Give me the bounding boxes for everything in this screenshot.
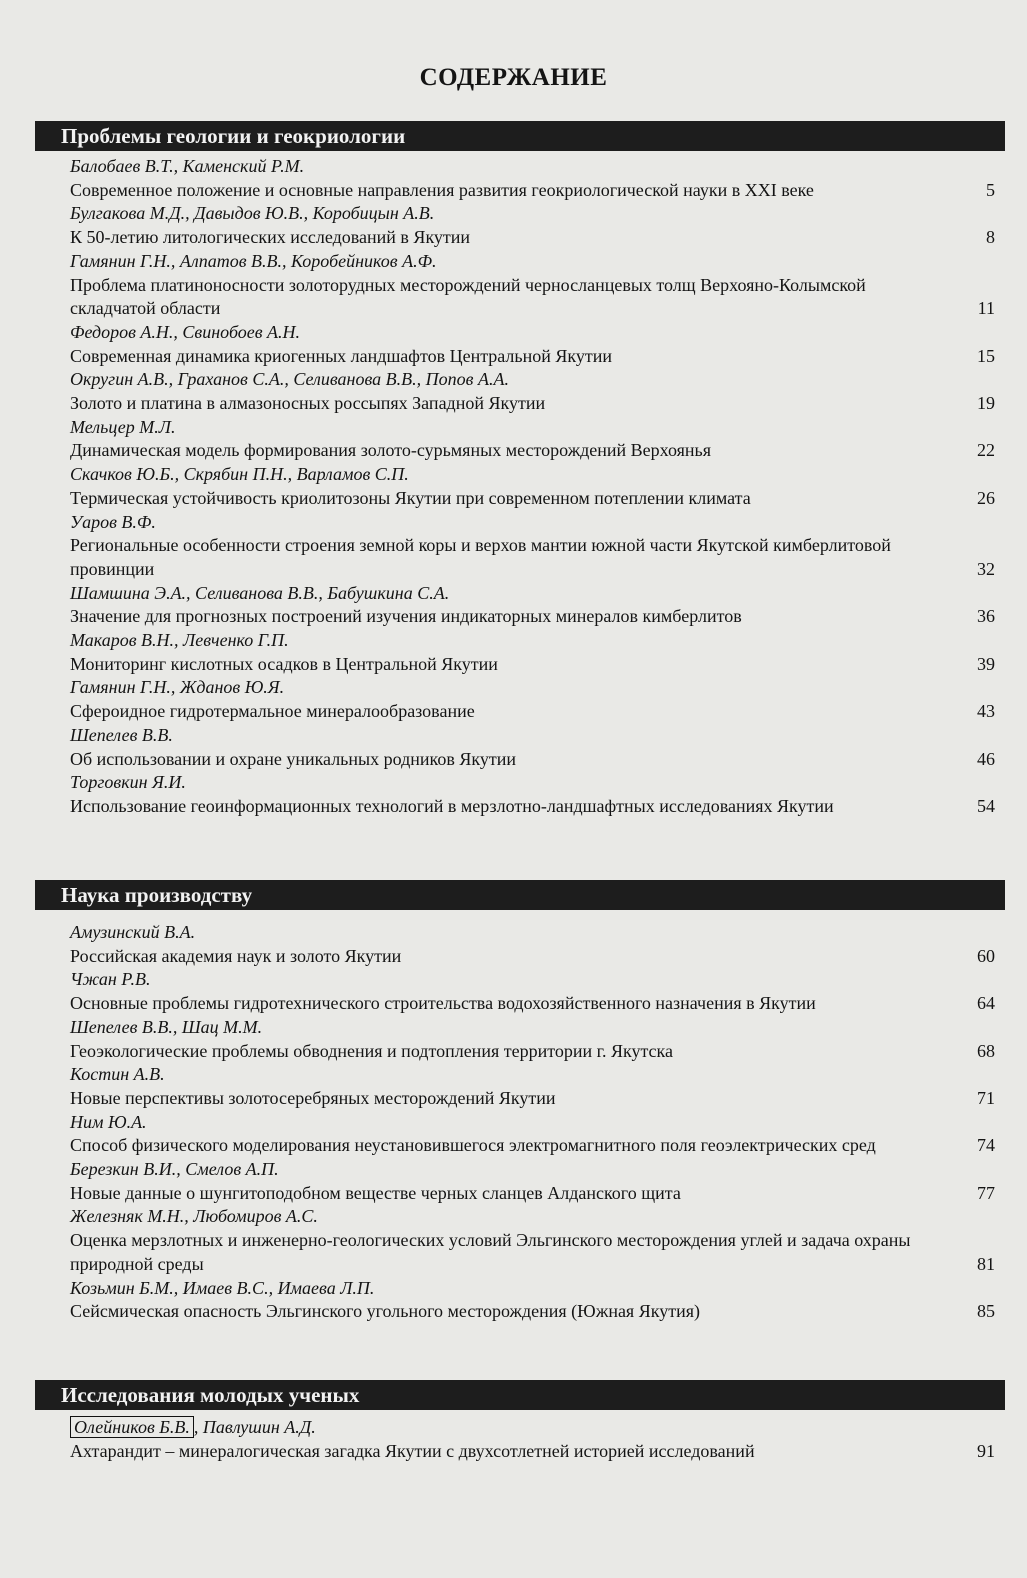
entry-title: Новые данные о шунгитоподобном веществе черных сланцев Алданского щита (70, 1182, 681, 1203)
entry-title: Новые перспективы золотосеребряных месторождений Якутии (70, 1087, 556, 1108)
entry-page: 91 (977, 1440, 995, 1461)
entry-authors: Ним Ю.А. (70, 1111, 147, 1132)
toc-entry (70, 463, 995, 510)
entry-authors: Федоров А.Н., Свинобоев А.Н. (70, 321, 301, 342)
toc-entry (70, 968, 995, 1015)
entry-page: 64 (977, 993, 995, 1014)
entry-page: 19 (977, 393, 995, 414)
entry-title: Сфероидное гидротермальное минералообразование (70, 701, 475, 722)
toc-entry (70, 511, 995, 582)
entry-title: Региональные особенности строения земной коры и верхов мантии южной части Якутской кимберлитовой провинции (70, 535, 891, 579)
toc-entry (70, 416, 995, 463)
entry-authors: Округин А.В., Граханов С.А., Селиванова В.В., Попов А.А. (70, 369, 509, 390)
boxed-author: Олейников Б.В. (70, 1416, 194, 1438)
entry-page: 68 (977, 1040, 995, 1061)
entry-page: 71 (977, 1087, 995, 1108)
entry-page: 32 (977, 558, 995, 579)
toc-entry (70, 1416, 995, 1463)
entry-page: 39 (977, 653, 995, 674)
entry-page: 15 (977, 345, 995, 366)
entry-authors: Мельцер М.Л. (70, 416, 176, 437)
toc-entry (70, 921, 995, 968)
entry-title: Сейсмическая опасность Эльгинского угольного месторождения (Южная Якутия) (70, 1301, 700, 1322)
entry-authors: Костин А.В. (70, 1064, 165, 1085)
toc-entry (70, 1016, 995, 1063)
entry-title: Об использовании и охране уникальных родников Якутии (70, 748, 516, 769)
entry-authors: Шамшина Э.А., Селиванова В.В., Бабушкина С.А. (70, 582, 450, 603)
entry-list (70, 155, 995, 819)
entry-authors: Шепелев В.В., Шац М.М. (70, 1016, 263, 1037)
entry-authors: Булгакова М.Д., Давыдов Ю.В., Коробицын А.В. (70, 203, 435, 224)
entry-title: Проблема платиноносности золоторудных месторождений черносланцевых толщ Верхояно-Колымской складчатой области (70, 274, 866, 319)
entry-page: 22 (977, 440, 995, 461)
entry-title: К 50-летию литологических исследований в Якутии (70, 227, 471, 248)
entry-title: Динамическая модель формирования золото-сурьмяных месторождений Верхоянья (70, 440, 712, 461)
entry-authors: Железняк М.Н., Любомиров А.С. (70, 1206, 318, 1227)
entry-page: 81 (977, 1253, 995, 1274)
entry-title: Термическая устойчивость криолитозоны Якутии при современном потеплении климата (70, 487, 751, 508)
toc-entry (70, 1277, 995, 1324)
entry-title: Оценка мерзлотных и инженерно-геологических условий Эльгинского месторождения углей и задача охраны природной среды (70, 1230, 911, 1274)
entry-authors: Амузинский В.А. (70, 922, 196, 942)
entry-page: 8 (986, 227, 995, 248)
entry-list (70, 921, 995, 1324)
toc-entry (70, 1205, 995, 1276)
toc-entry (70, 676, 995, 723)
page-title: СОДЕРЖАНИЕ (419, 64, 608, 91)
toc-entry (70, 771, 995, 818)
toc-entry (70, 582, 995, 629)
entry-page: 26 (977, 487, 995, 508)
toc-entry (70, 724, 995, 771)
toc-entry (70, 155, 995, 202)
entry-title: Геоэкологические проблемы обводнения и подтопления территории г. Якутска (70, 1040, 673, 1061)
entry-title: Способ физического моделирования неустановившегося электромагнитного поля геоэлектрических сред (70, 1135, 876, 1156)
entry-authors: Шепелев В.В. (70, 724, 173, 745)
entry-page: 46 (977, 748, 995, 769)
entry-title: Значение для прогнозных построений изучения индикаторных минералов кимберлитов (70, 606, 742, 627)
section-geology (0, 121, 1027, 819)
section-young-scientists (0, 1380, 1027, 1463)
entry-authors: Скачков Ю.Б., Скрябин П.Н., Варламов С.П. (70, 464, 409, 485)
entry-authors: Чжан Р.В. (70, 969, 151, 990)
entry-title: Современная динамика криогенных ландшафтов Центральной Якутии (70, 345, 613, 366)
toc-entry (70, 1158, 995, 1205)
entry-title: Ахтарандит – минералогическая загадка Якутии с двухсотлетней историей исследований (70, 1440, 755, 1461)
toc-entry (70, 1111, 995, 1158)
section-heading: Исследования молодых ученых (35, 1380, 1005, 1410)
entry-authors: Уаров В.Ф. (70, 511, 156, 532)
entry-list (70, 1416, 995, 1463)
toc-entry (70, 629, 995, 676)
toc-entry (70, 202, 995, 249)
section-science-production (0, 880, 1027, 1324)
toc-entry (70, 368, 995, 415)
entry-title: Основные проблемы гидротехнического строительства водохозяйственного назначения в Якутии (70, 993, 816, 1014)
entry-page: 54 (977, 795, 995, 816)
entry-authors: Козьмин Б.М., Имаев В.С., Имаева Л.П. (70, 1277, 375, 1298)
toc-entry (70, 321, 995, 368)
entry-page: 77 (977, 1182, 995, 1203)
entry-authors: Гамянин Г.Н., Жданов Ю.Я. (70, 677, 285, 698)
section-heading: Проблемы геологии и геокриологии (35, 121, 1005, 151)
entry-page: 85 (977, 1301, 995, 1322)
entry-page: 60 (977, 945, 995, 966)
entry-authors: Торговкин Я.И. (70, 772, 186, 793)
entry-title: Использование геоинформационных технологий в мерзлотно-ландшафтных исследованиях Якутии (70, 795, 834, 816)
entry-page: 74 (977, 1135, 995, 1156)
entry-title: Современное положение и основные направления развития геокриологической науки в XXI веке (70, 179, 814, 200)
entry-title: Мониторинг кислотных осадков в Центральной Якутии (70, 653, 498, 674)
entry-title: Золото и платина в алмазоносных россыпях Западной Якутии (70, 393, 546, 414)
entry-authors: Березкин В.И., Смелов А.П. (70, 1159, 279, 1180)
entry-page: 5 (986, 179, 995, 200)
entry-page: 11 (977, 298, 995, 319)
entry-authors: Гамянин Г.Н., Алпатов В.В., Коробейников А.Ф. (70, 250, 437, 271)
entry-authors (70, 1416, 995, 1440)
toc-entry (70, 250, 995, 321)
entry-page: 43 (977, 701, 995, 722)
entry-page: 36 (977, 606, 995, 627)
entry-authors-rest: , Павлушин А.Д. (193, 1417, 316, 1437)
entry-authors: Балобаев В.Т., Каменский Р.М. (70, 156, 305, 176)
toc-entry (70, 1063, 995, 1110)
entry-authors: Макаров В.Н., Левченко Г.П. (70, 630, 289, 651)
entry-title: Российская академия наук и золото Якутии (70, 945, 402, 966)
section-heading: Наука производству (35, 880, 1005, 910)
